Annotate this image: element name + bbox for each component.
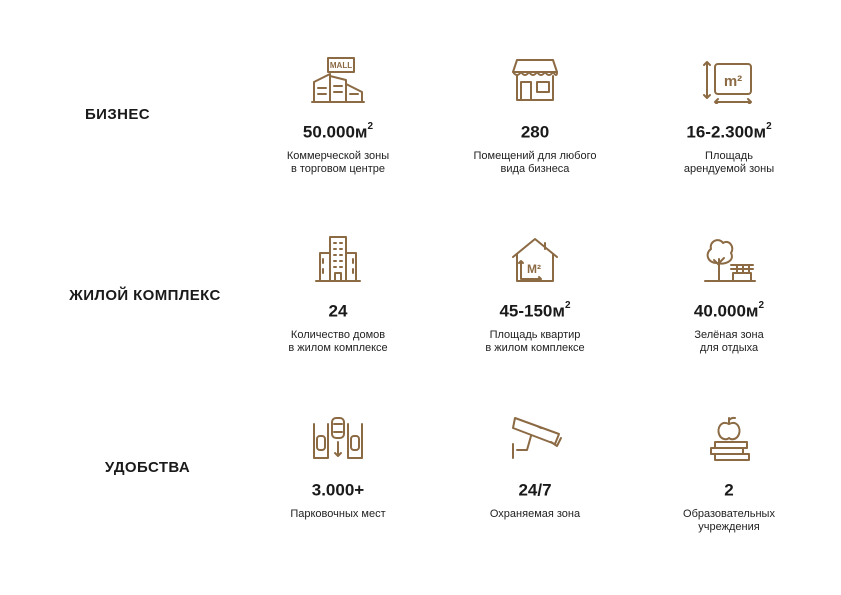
parking-icon bbox=[310, 414, 366, 462]
mall-icon bbox=[310, 56, 366, 104]
stat-value: 24 bbox=[328, 301, 348, 321]
stat-education bbox=[649, 414, 809, 534]
stat-green-zone bbox=[649, 235, 809, 355]
stat-description: Площадь арендуемой зоны bbox=[683, 150, 775, 175]
building-icon bbox=[310, 235, 366, 283]
svg-text:MALL: MALL bbox=[329, 61, 353, 70]
svg-text:m²: m² bbox=[723, 73, 743, 90]
books-apple-icon bbox=[701, 414, 757, 462]
house-m2-icon bbox=[507, 235, 563, 283]
stat-description: Охраняемая зона bbox=[489, 508, 581, 520]
stat-rental-area bbox=[649, 56, 809, 176]
stat-value: 2 bbox=[724, 480, 734, 500]
stat-description: Парковочных мест bbox=[290, 508, 386, 520]
stat-houses bbox=[258, 235, 418, 355]
stat-description: Зелёная зона для отдыха bbox=[694, 329, 764, 354]
stat-description: Образовательных учреждения bbox=[683, 508, 775, 533]
area-m2-icon bbox=[701, 56, 757, 104]
security-camera-icon bbox=[507, 414, 563, 462]
stat-commercial-area bbox=[258, 56, 418, 176]
stat-apartment-area bbox=[455, 235, 615, 355]
section-title-residential: ЖИЛОЙ КОМПЛЕКС bbox=[69, 287, 221, 304]
stat-description: Площадь квартир в жилом комплексе bbox=[485, 329, 585, 354]
stat-parking bbox=[258, 414, 418, 521]
stat-value: $45-150м^2$ bbox=[499, 300, 571, 321]
shop-icon bbox=[507, 56, 563, 104]
stat-description: Помещений для любого вида бизнеса bbox=[473, 150, 597, 175]
stat-value: 24/7 bbox=[518, 480, 552, 500]
svg-text:M²: M² bbox=[527, 262, 541, 276]
stat-value: $50.000м^2$ bbox=[302, 121, 374, 142]
park-bench-icon bbox=[701, 235, 757, 283]
section-title-business: БИЗНЕС bbox=[84, 106, 151, 123]
stat-description: Коммерческой зоны в торговом центре bbox=[286, 150, 390, 175]
stat-value: 280 bbox=[520, 122, 550, 142]
stat-value: $16-2.300м^2$ bbox=[686, 121, 772, 142]
stat-security bbox=[455, 414, 615, 521]
section-title-amenities: УДОБСТВА bbox=[104, 459, 191, 476]
stat-value: $40.000м^2$ bbox=[693, 300, 765, 321]
stat-description: Количество домов в жилом комплексе bbox=[288, 329, 388, 354]
stat-premises bbox=[455, 56, 615, 176]
stat-value: 3.000+ bbox=[311, 480, 365, 500]
